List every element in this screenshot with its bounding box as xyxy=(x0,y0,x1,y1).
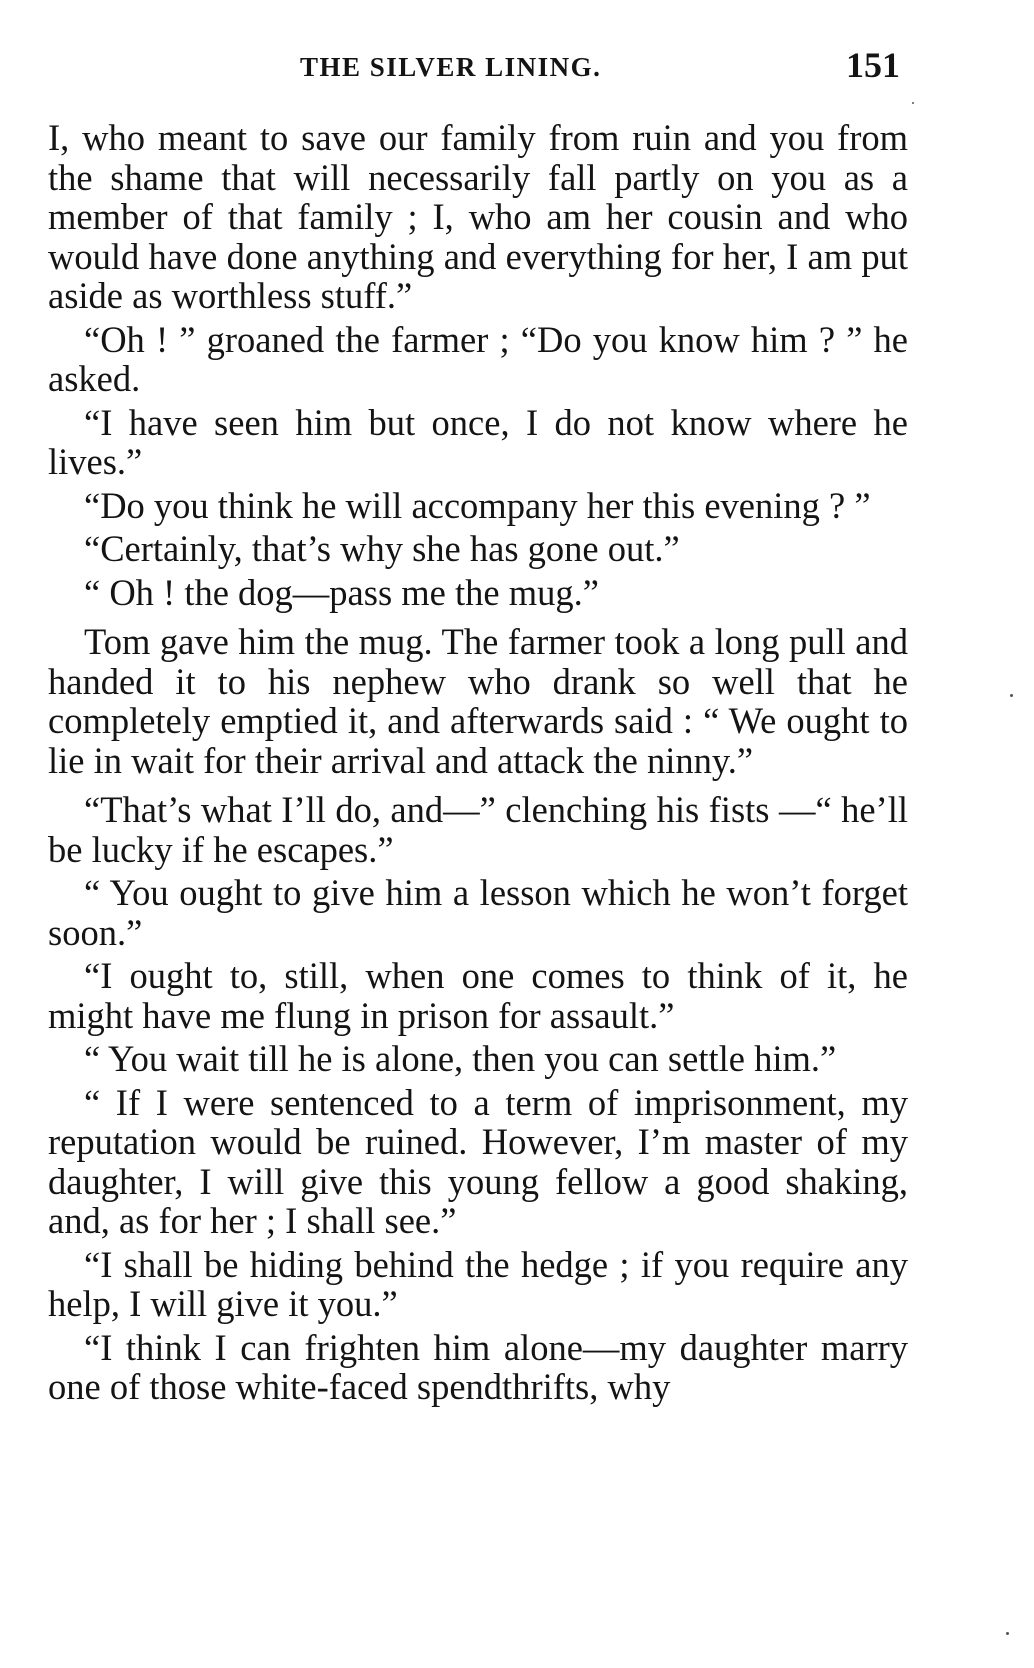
paragraph: “I ought to, still, when one comes to think of it, he might have me flung in prison for assault.” xyxy=(48,955,908,1036)
paragraph: “Certainly, that’s why she has gone out.” xyxy=(84,528,680,569)
paragraph: “I think I can frighten him alone—my daughter marry one of those white-faced spendthrifts, why xyxy=(48,1326,908,1407)
ink-speck xyxy=(1010,694,1013,697)
body-text xyxy=(48,118,908,1411)
paragraph: “ You ought to give him a lesson which he won’t forget soon.” xyxy=(48,872,908,953)
running-head-title: THE SILVER LINING. xyxy=(300,52,602,82)
running-head xyxy=(0,44,1034,94)
ink-speck xyxy=(1006,1632,1009,1635)
paragraph: “Oh ! ” groaned the farmer ; “Do you know him ? ” he asked. xyxy=(48,318,908,399)
paragraph: Tom gave him the mug. The farmer took a long pull and handed it to his nephew who drank so well that he completely emptied it, and afterwards said : “ We ought to lie in wait for their arrival and attack the ninny.” xyxy=(48,621,908,781)
paragraph: “I have seen him but once, I do not know where he lives.” xyxy=(48,401,908,482)
paragraph: “Do you think he will accompany her this evening ? ” xyxy=(84,484,871,526)
paragraph: “ You wait till he is alone, then you can settle him.” xyxy=(84,1038,837,1079)
paragraph: “I shall be hiding behind the hedge ; if you require any help, I will give it you.” xyxy=(48,1243,908,1324)
paragraph: “ Oh ! the dog—pass me the mug.” xyxy=(84,571,599,613)
paragraph: I, who meant to save our family from ruin and you from the shame that will necessarily fall partly on you as a member of that family ; I, who am her cousin and who would have done anything and everything for her, I am put aside as worthless stuff.” xyxy=(48,117,908,316)
paragraph: “That’s what I’ll do, and—” clenching his fists —“ he’ll be lucky if he escapes.” xyxy=(48,789,908,870)
paragraph: “ If I were sentenced to a term of imprisonment, my reputation would be ruined. However, I’m master of my daughter, I will give this young fellow a good shaking, and, as for her ; I shall see.” xyxy=(48,1081,908,1241)
ink-speck xyxy=(912,102,914,104)
page-number: 151 xyxy=(846,45,900,85)
